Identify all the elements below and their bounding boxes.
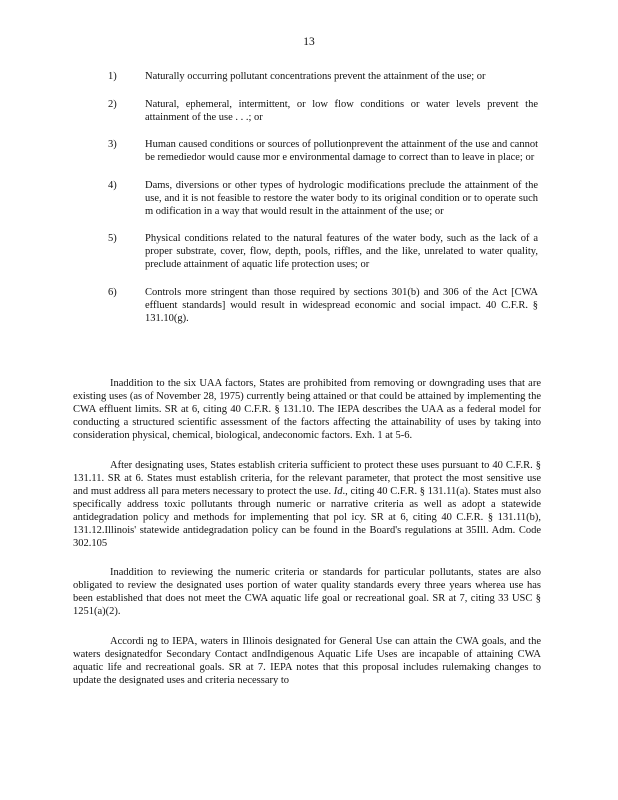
list-item <box>108 179 538 218</box>
list-item-text: Physical conditions related to the natural features of the water body, such as the lack of a proper substrate, cover, flow, depth, pools, riffles, and the like, unrelated to water quality, preclude attainment of aquatic life protection uses; or <box>145 233 538 270</box>
paragraph-criteria-text-after: ., citing 40 C.F.R. § 131.11(a). States must also specifically address toxic pollutants through numeric or narrative criteria as well as adopt a statewide antidegradation policy and methods for implementing that pol icy. SR at 6, citing 40 C.F.R. § 131.11(b), 131.12.Illinois' statewide antidegradation policy can be found in the Board's regulations at 35Ill. Adm. Code 302.105 <box>73 485 541 549</box>
list-item <box>108 138 538 164</box>
list-item <box>108 70 538 83</box>
list-item-number: 6) <box>108 286 117 298</box>
list-item-number: 4) <box>108 179 117 191</box>
page-number: 13 <box>303 36 315 48</box>
id-citation: Id <box>333 485 343 497</box>
list-item-text: Natural, ephemeral, intermittent, or low flow conditions or water levels prevent the attainment of the use . . .; or <box>145 98 538 123</box>
body-paragraphs <box>73 377 541 703</box>
paragraph-criteria-text-before: After designating uses, States establish criteria sufficient to protect these uses pursuant to 40 C.F.R. § 131.11. SR at 6. States must establish criteria, for the relevant parameter, that protect the most sensitive use and must address all para meters necessary to protect the use. <box>73 459 541 497</box>
list-item-number: 2) <box>108 98 117 110</box>
list-item-number: 3) <box>108 139 117 150</box>
list-item <box>108 98 538 124</box>
list-item-text: Naturally occurring pollutant concentrations prevent the attainment of the use; or <box>145 71 486 82</box>
list-item <box>108 232 538 271</box>
list-item-text: Human caused conditions or sources of pollutionprevent the attainment of the use and cannot be remediedor would cause mor e environmental damage to correct than to leave in place; or <box>145 139 538 163</box>
list-item-text: Dams, diversions or other types of hydrologic modifications preclude the attainment of the use, and it is not feasible to restore the water body to its original condition or to operate such m odification in a way that would result in the attainment of the use; or <box>145 179 538 217</box>
list-item-number: 1) <box>108 71 117 82</box>
list-item-text: Controls more stringent than those required by sections 301(b) and 306 of the Act [CWA effluent standards] would result in widespread economic and social impact. 40 C.F.R. § 131.10(g). <box>145 286 538 324</box>
paragraph-iepa-designations: Accordi ng to IEPA, waters in Illinois designated for General Use can attain the CWA goals, and the waters designatedfor Secondary Contact andIndigenous Aquatic Life Uses are incapable of attaining CWA aquatic life and recreational goals. SR at 7. IEPA notes that this proposal includes rulemaking changes to update the designated uses and criteria necessary to <box>73 635 541 686</box>
list-item-number: 5) <box>108 233 117 244</box>
paragraph-criteria <box>73 459 541 550</box>
paragraph-uaa-existing-uses: Inaddition to the six UAA factors, States are prohibited from removing or downgrading uses that are existing uses (as of November 28, 1975) currently being attained or that could be attained by implementing the CWA effluent limits. SR at 6, citing 40 C.F.R. § 131.10. The IEPA describes the UAA as a federal model for conducting a structured scientific assessment of the factors affecting the attainability of uses by taking into consideration physical, chemical, biological, andeconomic factors. Exh. 1 at 5-6. <box>73 378 541 441</box>
paragraph-review-obligation: Inaddition to reviewing the numeric criteria or standards for particular pollutants, states are also obligated to review the designated uses portion of water quality standards every three years wherea use has been established that does not meet the CWA aquatic life goal or recreational goal. SR at 7, citing 33 USC § 1251(a)(2). <box>73 567 541 617</box>
list-item <box>108 286 538 325</box>
uaa-factor-list <box>108 70 538 339</box>
